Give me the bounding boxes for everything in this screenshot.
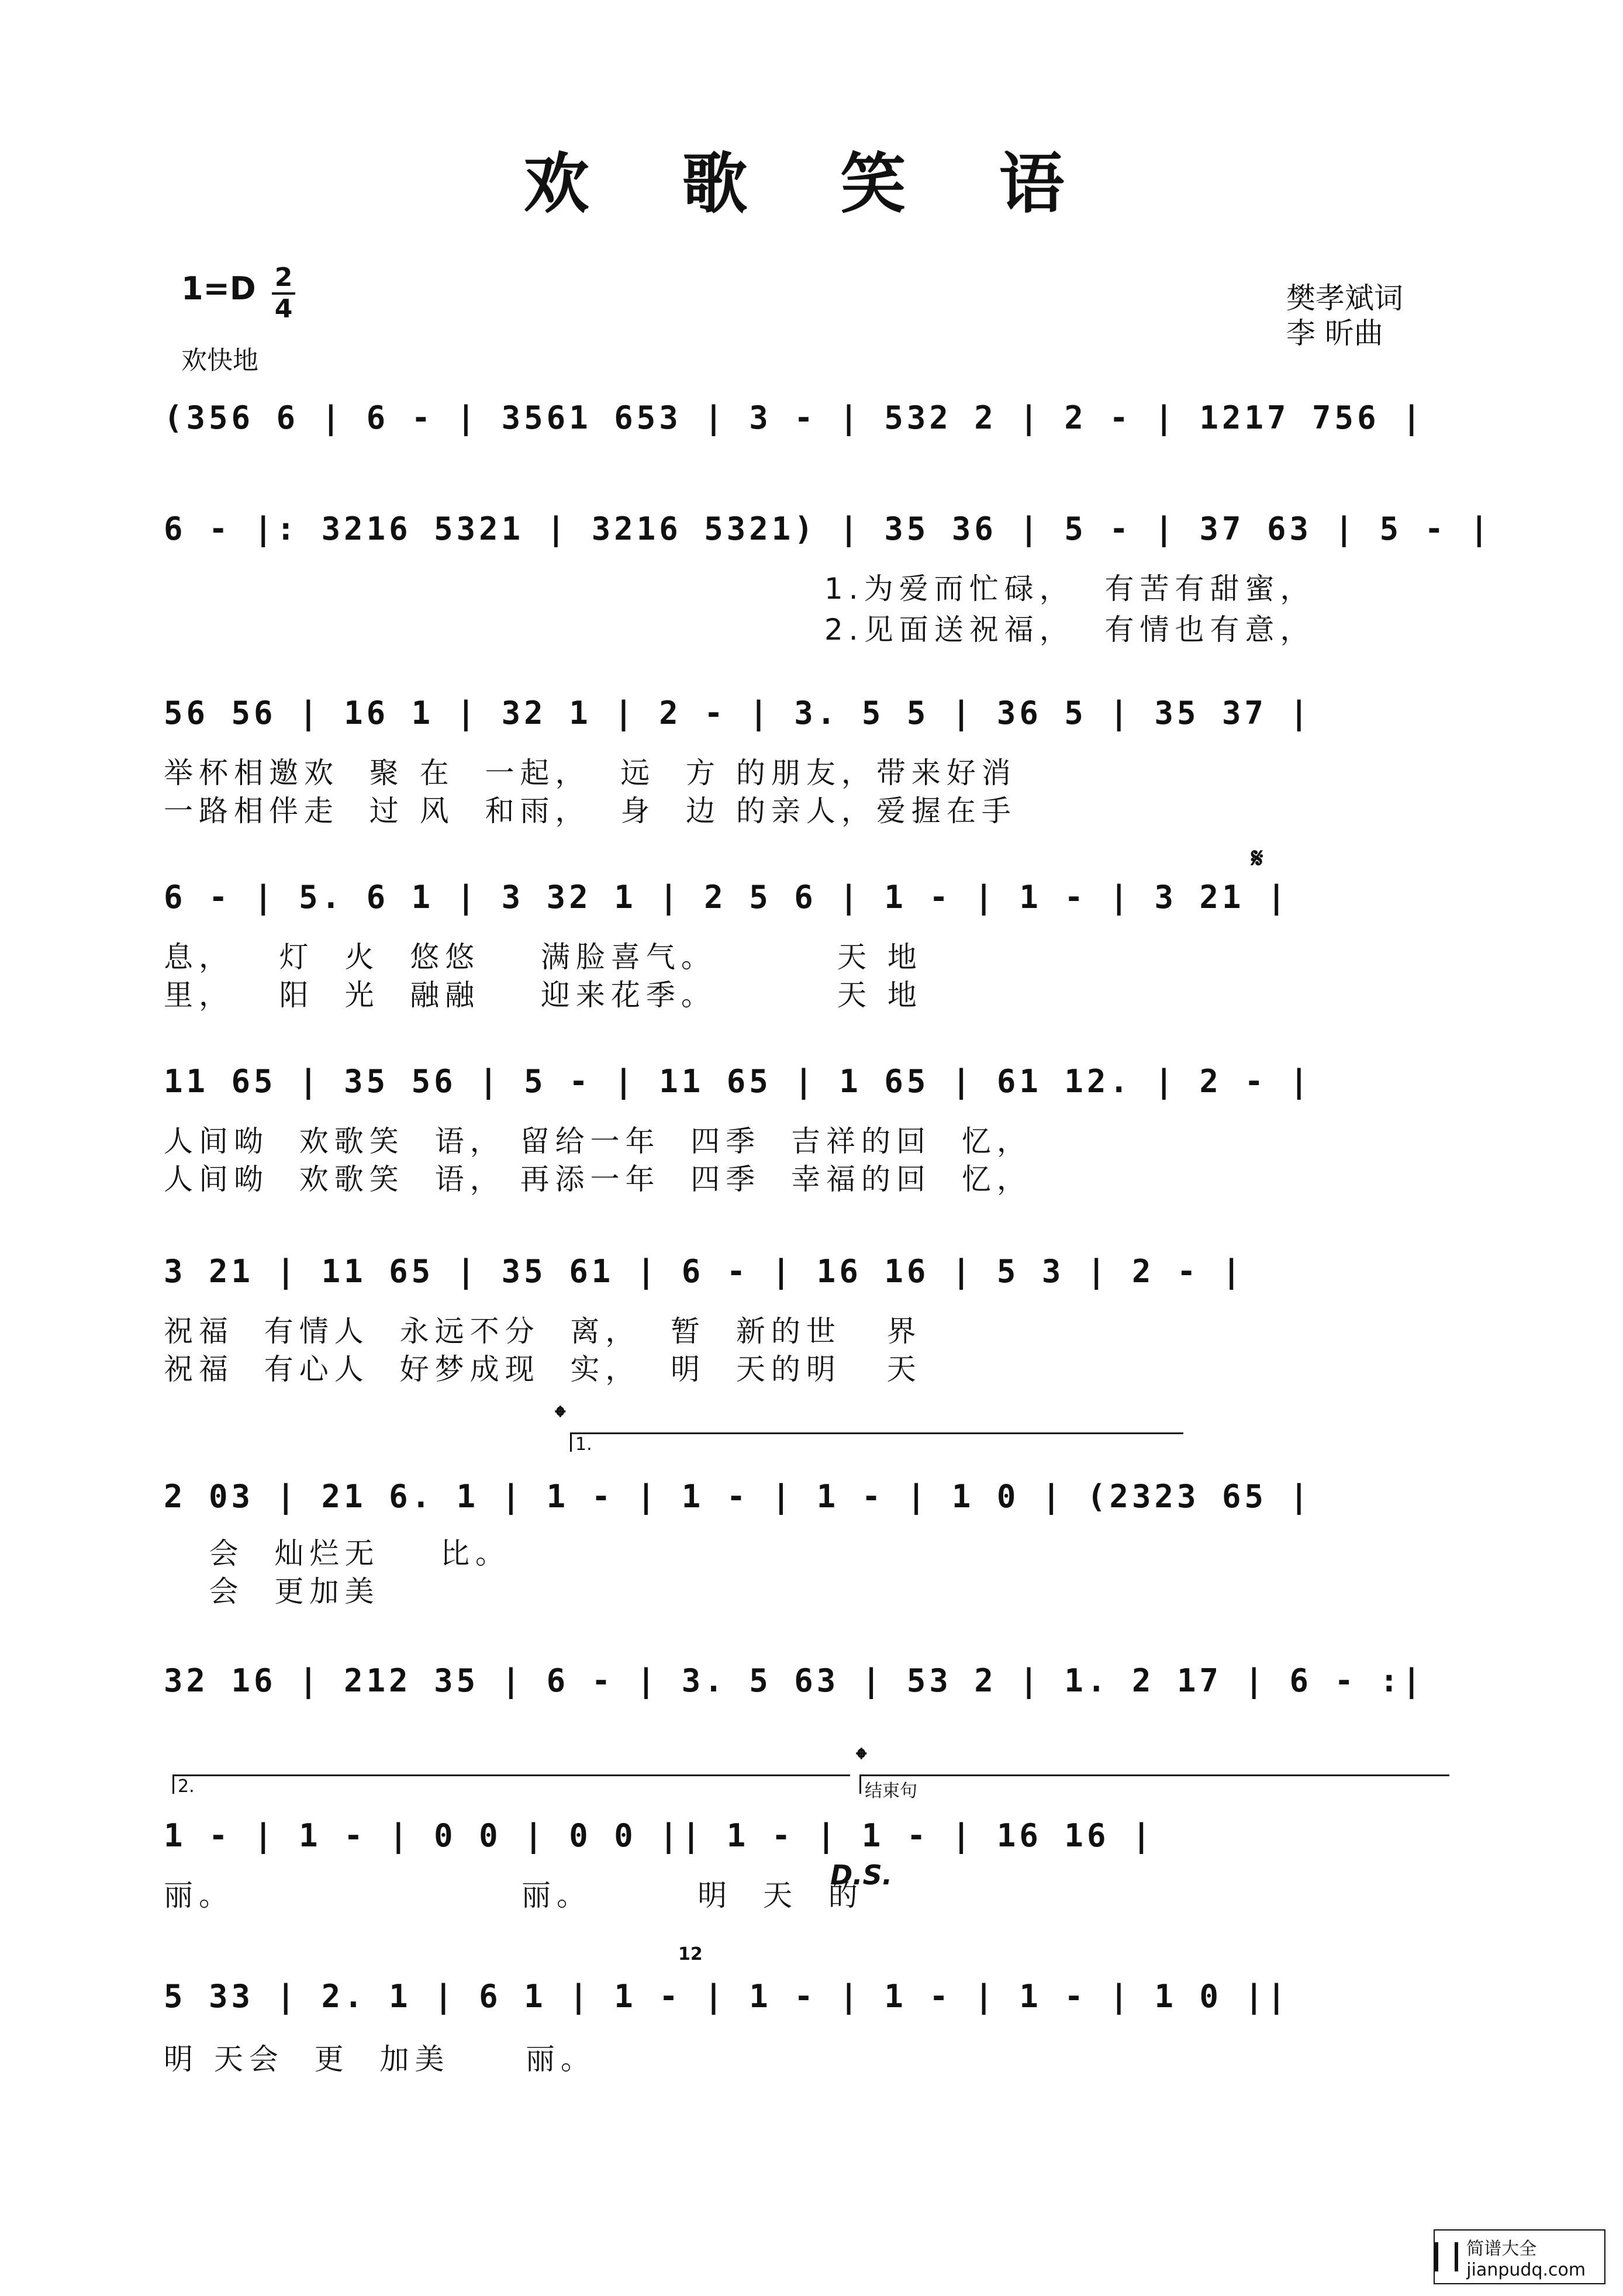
notation-row-5: 11 65 | 35 56 | 5 - | 11 65 | 1 65 | 61 12. | 2 - | [164,1063,1313,1100]
credits [1286,281,1403,351]
notation-row-2: 6 - |: 3216 5321 | 3216 5321) | 35 36 | 5 - | 37 63 | 5 - | [164,510,1493,547]
volta-1: 1. [570,1432,1183,1452]
lyric-row-5-verse-1: 人间呦 欢歌笑 语， 留给一年 四季 吉祥的回 忆， [164,1124,1032,1158]
time-signature [272,264,295,323]
lyric-row-5-verse-2: 人间呦 欢歌笑 语， 再添一年 四季 幸福的回 忆， [164,1162,1032,1196]
lyric-row-7-verse-1: 会 灿烂无 比。 [164,1537,511,1570]
notation-row-3: 56 56 | 16 1 | 32 1 | 2 - | 3. 5 5 | 36 5 | 35 37 | [164,695,1313,731]
lyric-row-9: 丽。 丽。 明 天 的 [164,1879,864,1912]
tempo-marking: 欢快地 [181,346,258,375]
logo-text: 简谱大全 jianpudq.com [1466,2238,1586,2280]
lyric-row-2-verse-2: 2.见面送祝福， 有情也有意， [824,613,1315,647]
lyric-row-3-verse-2: 一路相伴走 过 风 和雨， 身 边 的亲人，爱握在手 [164,794,1017,828]
composer: 李 昕曲 [1286,316,1383,350]
lyric-row-4-verse-2: 里， 阳 光 融融 迎来花季。 天 地 [164,978,923,1012]
lyric-row-4-verse-1: 息， 灯 火 悠悠 满脸喜气。 天 地 [164,940,923,974]
meter-top: 2 [274,263,293,292]
notation-row-9: 1 - | 1 - | 0 0 | 0 0 || 1 - | 1 - | 16 16 | [164,1817,1155,1854]
piano-keys-icon [1435,2242,1458,2271]
lyric-row-6-verse-1: 祝福 有情人 永远不分 离， 暂 新的世 界 [164,1314,922,1348]
lyric-row-2-verse-1: 1.为爱而忙碌， 有苦有甜蜜， [824,572,1315,606]
lyric-row-7-verse-2: 会 更加美 [164,1575,380,1608]
volta-2: 2. [172,1774,850,1794]
notation-row-8: 32 16 | 212 35 | 6 - | 3. 5 63 | 53 2 | 1. 2 17 | 6 - :| [164,1662,1425,1699]
song-title: 欢 歌 笑 语 [523,146,1100,222]
meter-bottom: 4 [274,294,293,324]
coda-sign-2: 𝄌 [857,1742,866,1775]
grace-note: 12 [678,1944,703,1964]
notation-row-1: (356 6 | 6 - | 3561 653 | 3 - | 532 2 | 2 - | 1217 756 | [164,399,1425,436]
ds-marking: D.S. [830,1859,893,1891]
lyric-row-10: 明 天会 更 加美 丽。 [164,2042,596,2076]
coda-sign-1: 𝄌 [555,1400,565,1433]
key-signature: 1=D [181,270,256,307]
lyric-row-3-verse-1: 举杯相邀欢 聚 在 一起， 远 方 的朋友，带来好消 [164,756,1017,790]
segno-sign: 𝄋 [1251,842,1263,875]
notation-row-7: 2 03 | 21 6. 1 | 1 - | 1 - | 1 - | 1 0 | (2323 65 | [164,1478,1313,1515]
lyric-row-6-verse-2: 祝福 有心人 好梦成现 实， 明 天的明 天 [164,1352,922,1386]
notation-row-4: 6 - | 5. 6 1 | 3 32 1 | 2 5 6 | 1 - | 1 - | 3 21 | [164,879,1290,916]
site-logo [1434,2229,1605,2284]
lyricist: 樊孝斌词 [1286,281,1403,315]
notation-row-6: 3 21 | 11 65 | 35 61 | 6 - | 16 16 | 5 3 | 2 - | [164,1253,1245,1290]
ending-phrase-label: 结束句 [859,1774,1449,1794]
notation-row-10: 5 33 | 2. 1 | 6 1 | 1 - | 1 - | 1 - | 1 - | 1 0 || [164,1978,1290,2015]
